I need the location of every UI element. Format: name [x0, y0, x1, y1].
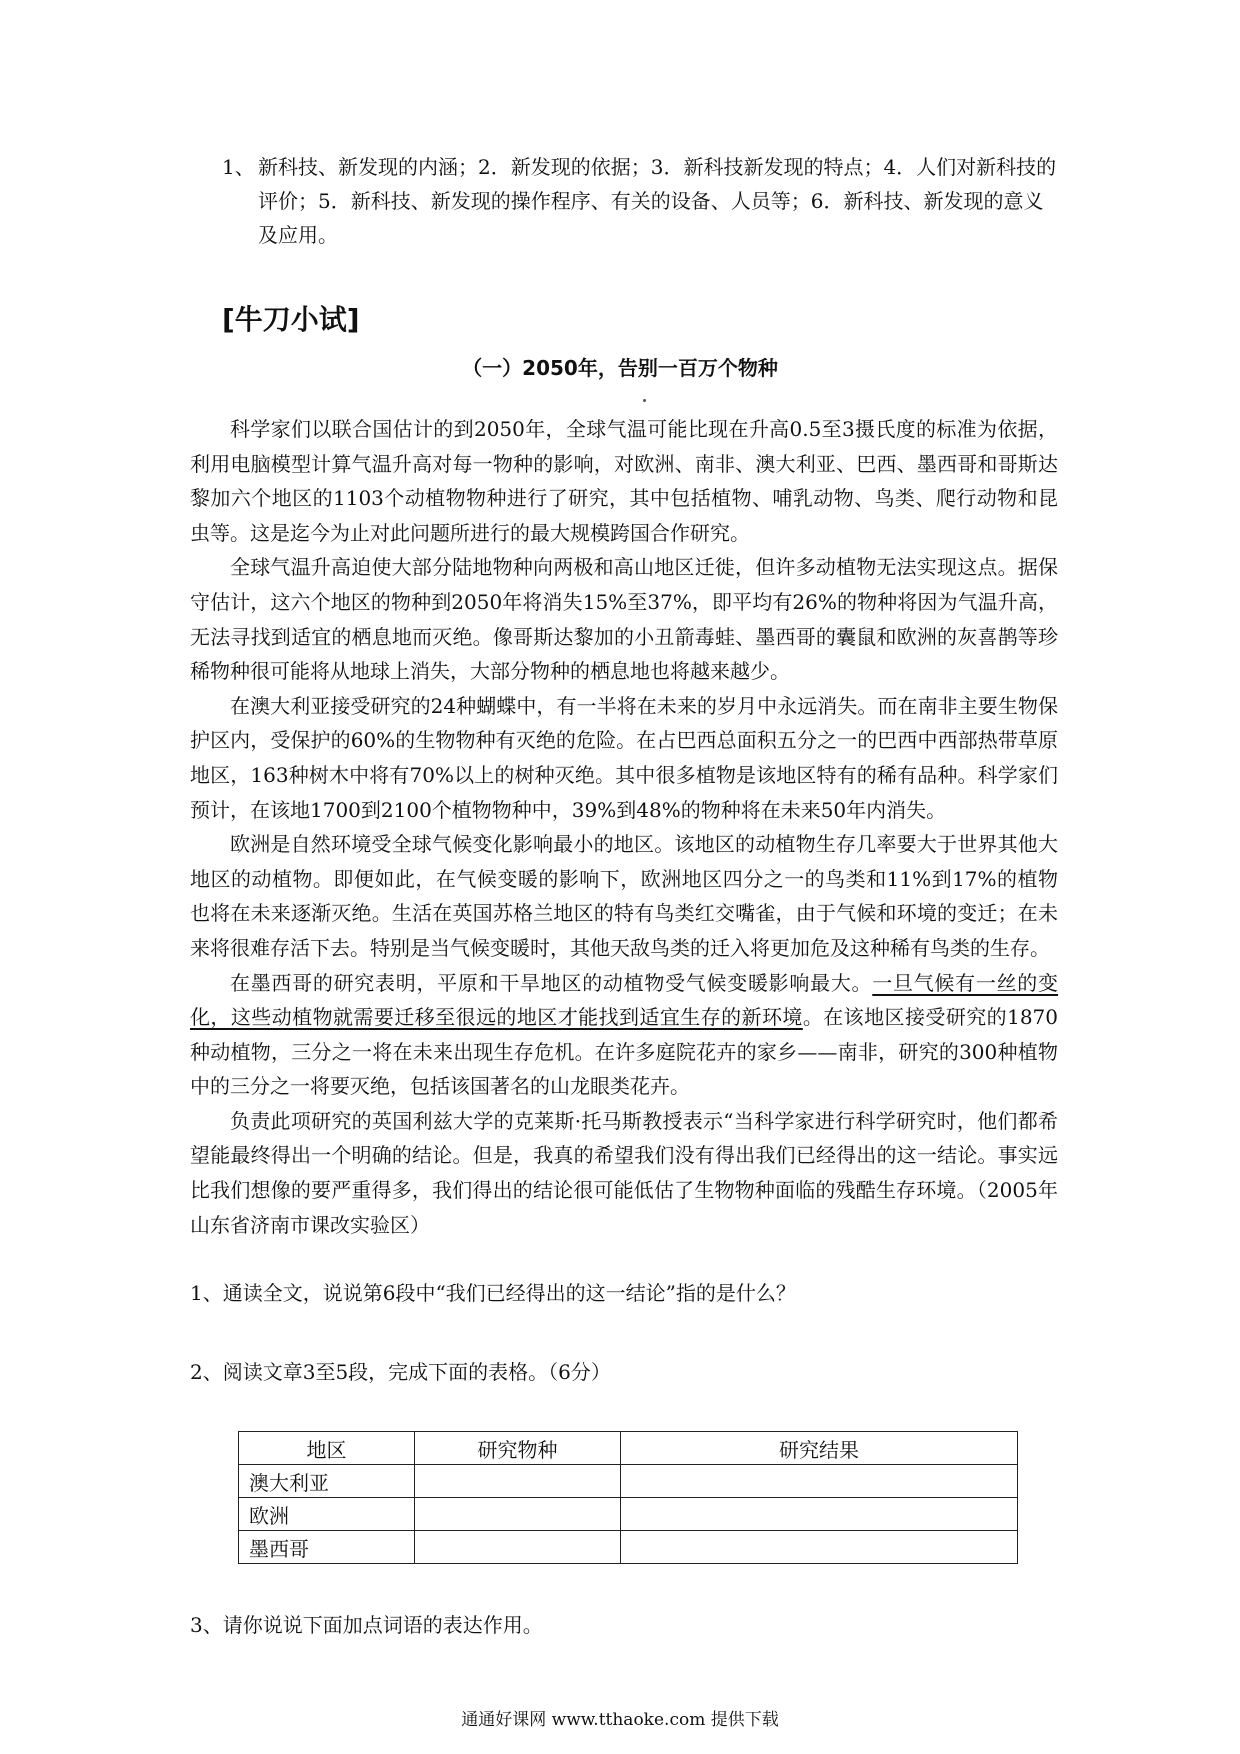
intro-text: 新科技、新发现的内涵；2．新发现的依据；3．新科技新发现的特点；4．人们对新科技的评价；5．新科技、新发现的操作程序、有关的设备、人员等；6．新科技、新发现的意义及应用。: [258, 155, 1057, 247]
table-cell-region: 墨西哥: [239, 1531, 415, 1564]
question-2: 2、阅读文章3至5段，完成下面的表格。（6分）: [190, 1360, 611, 1384]
table-cell-region: 欧洲: [239, 1498, 415, 1531]
table-cell-result[interactable]: [621, 1531, 1018, 1564]
table-row: [239, 1465, 1018, 1498]
table-cell-result[interactable]: [621, 1498, 1018, 1531]
section-title: [牛刀小试]: [222, 303, 360, 336]
dot-mark: [643, 399, 646, 402]
article-paragraph-2: 全球气温升高迫使大部分陆地物种向两极和高山地区迁徙，但许多动植物无法实现这点。据保守估计，这六个地区的物种到2050年将消失15%至37%，即平均有26%的物种将因为气温升高，无法寻找到适宜的栖息地而灭绝。像哥斯达黎加的小丑箭毒蛙、墨西哥的囊鼠和欧洲的灰喜鹊等珍稀物种很可能将从地球上消失，大部分物种的栖息地也将越来越少。: [190, 555, 1058, 684]
table-cell-region: 澳大利亚: [239, 1465, 415, 1498]
table-header-species: 研究物种: [415, 1432, 621, 1465]
question-1: 1、通读全文，说说第6段中“我们已经得出的这一结论”指的是什么？: [190, 1281, 796, 1305]
paragraph-5-rest: 。在该地区接受研究的1870种动植物，三分之一将在未来出现生存危机。在许多庭院花卉的家乡——南非，研究的300种植物中的三分之一将要灭绝，包括该国著名的山龙眼类花卉。: [190, 1005, 1059, 1099]
article-paragraph-3: 在澳大利亚接受研究的24种蝴蝶中，有一半将在未来的岁月中永远消失。而在南非主要生物保护区内，受保护的60%的生物物种有灭绝的危险。在占巴西总面积五分之一的巴西中西部热带草原地区，163种树木中将有70%以上的树种灭绝。其中很多植物是该地区特有的稀有品种。科学家们预计，在该地1700到2100个植物物种中，39%到48%的物种将在未来50年内消失。: [190, 693, 1058, 822]
table-header-row: [239, 1432, 1018, 1465]
article-title: （一）2050年，告别一百万个物种: [462, 356, 778, 380]
article-paragraph-6: 负责此项研究的英国利兹大学的克莱斯·托马斯教授表示“当科学家进行科学研究时，他们都希望能最终得出一个明确的结论。但是，我真的希望我们没有得出我们已经得出的这一结论。事实远比我们想像的要严重得多，我们得出的结论很可能低估了生物物种面临的残酷生存环境。（2005年山东省济南市课改实验区）: [190, 1108, 1058, 1237]
table-header-region: 地区: [239, 1432, 415, 1465]
article-paragraph-5: [190, 966, 1058, 1104]
article-body: [190, 412, 1058, 1242]
intro-list-item: [222, 150, 1062, 252]
table-cell-species[interactable]: [415, 1465, 621, 1498]
intro-number: 1、: [222, 155, 255, 179]
table-cell-species[interactable]: [415, 1531, 621, 1564]
table-cell-species[interactable]: [415, 1498, 621, 1531]
page-footer: 通通好课网 www.tthaoke.com 提供下载: [461, 1710, 779, 1730]
article-paragraph-1: 科学家们以联合国估计的到2050年，全球气温可能比现在升高0.5至3摄氏度的标准为依据，利用电脑模型计算气温升高对每一物种的影响，对欧洲、南非、澳大利亚、巴西、墨西哥和哥斯达黎加六个地区的1103个动植物物种进行了研究，其中包括植物、哺乳动物、鸟类、爬行动物和昆虫等。这是迄今为止对此问题所进行的最大规模跨国合作研究。: [190, 417, 1058, 545]
answer-table: [238, 1431, 1018, 1564]
article-paragraph-4: 欧洲是自然环境受全球气候变化影响最小的地区。该地区的动植物生存几率要大于世界其他大地区的动植物。即便如此，在气候变暖的影响下，欧洲地区四分之一的鸟类和11%到17%的植物也将在未来逐渐灭绝。生活在英国苏格兰地区的特有鸟类红交嘴雀，由于气候和环境的变迁；在未来将很难存活下去。特别是当气候变暖时，其他天敌鸟类的迁入将更加危及这种稀有鸟类的生存。: [190, 832, 1058, 960]
table-header-result: 研究结果: [621, 1432, 1018, 1465]
question-3: 3、请你说说下面加点词语的表达作用。: [190, 1613, 543, 1637]
table-row: [239, 1531, 1018, 1564]
table-cell-result[interactable]: [621, 1465, 1018, 1498]
paragraph-5-lead: 在墨西哥的研究表明，平原和干旱地区的动植物受气候变暖影响最大。: [230, 970, 873, 995]
underlined-sentence: 一旦气候有一丝的变化，这些动植物就需要迁移至很远的地区才能找到适宜生存的新环境: [190, 970, 1059, 1030]
table-row: [239, 1498, 1018, 1531]
